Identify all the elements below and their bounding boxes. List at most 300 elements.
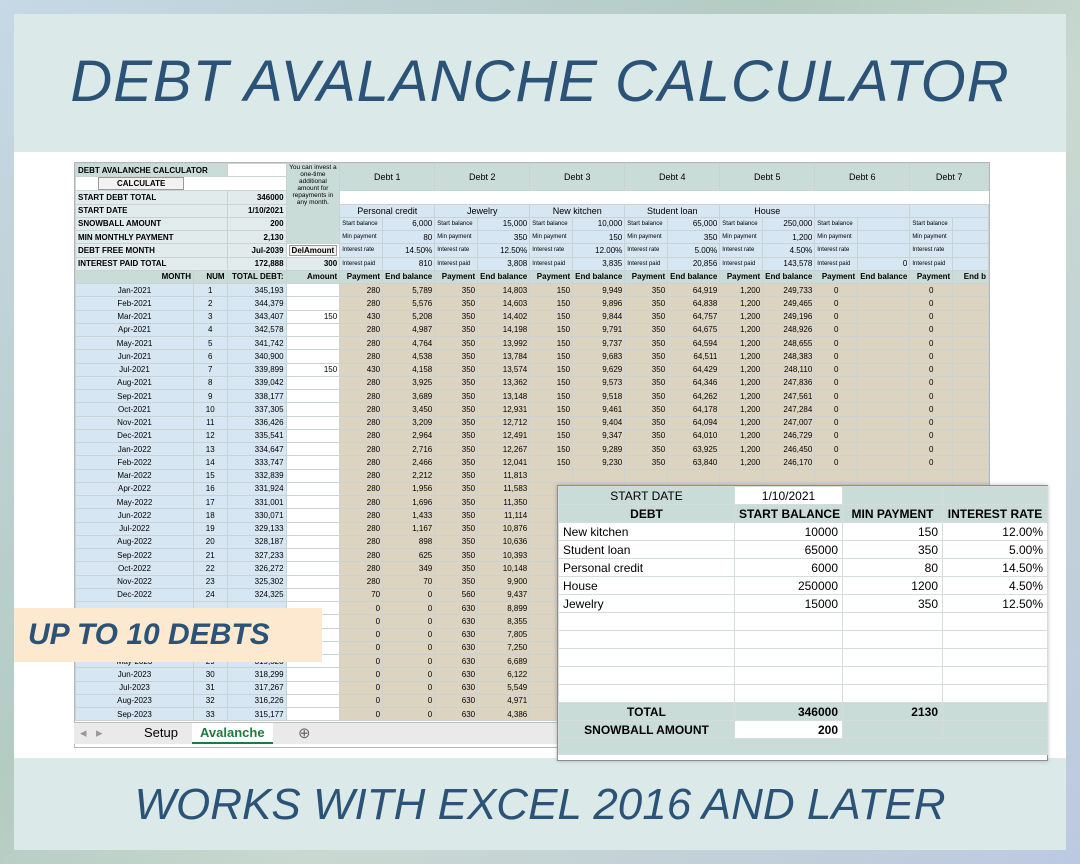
debt-min[interactable]: 80: [383, 231, 435, 244]
month-cell: Aug-2023: [76, 694, 194, 707]
debt-min[interactable]: 150: [573, 231, 625, 244]
debt-start[interactable]: [953, 217, 989, 230]
balance-cell: 13,362: [478, 376, 530, 389]
balance-cell: 350: [435, 509, 478, 522]
balance-cell: 0: [815, 323, 858, 336]
overlay-value[interactable]: [843, 649, 943, 667]
small-label: Min payment: [625, 231, 668, 244]
debt-min[interactable]: 1,200: [763, 231, 815, 244]
balance-cell: 150: [530, 297, 573, 310]
debt-start[interactable]: 250,000: [763, 217, 815, 230]
small-label: Start balance: [625, 217, 668, 230]
balance-cell: 630: [435, 655, 478, 668]
amount-cell[interactable]: [286, 390, 340, 403]
amount-cell[interactable]: [286, 708, 340, 721]
overlay-value[interactable]: [735, 613, 843, 631]
balance-cell: 4,386: [478, 708, 530, 721]
debt-rate[interactable]: 4.50%: [763, 244, 815, 257]
debt-label: Personal credit: [340, 204, 435, 217]
summary-value[interactable]: 2,130: [227, 231, 286, 244]
balance-cell: 350: [625, 429, 668, 442]
overlay-debt-name[interactable]: [559, 631, 735, 649]
debt-interest[interactable]: 143,578: [763, 257, 815, 270]
small-label: Start balance: [530, 217, 573, 230]
overlay-value[interactable]: 5.00%: [943, 541, 1048, 559]
balance-cell: 249,196: [763, 310, 815, 323]
overlay-value[interactable]: [943, 685, 1048, 703]
total-debt-cell: 333,747: [227, 456, 286, 469]
balance-cell: [953, 403, 989, 416]
overlay-value[interactable]: 4.50%: [943, 577, 1048, 595]
balance-cell: [858, 429, 910, 442]
debt-start[interactable]: 65,000: [668, 217, 720, 230]
total-debt-cell: 332,839: [227, 469, 286, 482]
overlay-debt-name[interactable]: Personal credit: [559, 559, 735, 577]
balance-cell: 1,167: [383, 522, 435, 535]
balance-cell: 64,594: [668, 337, 720, 350]
amount-cell[interactable]: [286, 443, 340, 456]
overlay-value[interactable]: [943, 649, 1048, 667]
balance-cell: 350: [435, 350, 478, 363]
overlay-debt-name[interactable]: House: [559, 577, 735, 595]
amount-cell[interactable]: 150: [286, 363, 340, 376]
tab-avalanche[interactable]: Avalanche: [192, 723, 273, 744]
overlay-debt-name[interactable]: New kitchen: [559, 523, 735, 541]
small-label: Interest paid: [435, 257, 478, 270]
overlay-value[interactable]: 6000: [735, 559, 843, 577]
amount-cell[interactable]: [286, 284, 340, 297]
debt-interest[interactable]: 0: [858, 257, 910, 270]
balance-cell: 0: [910, 363, 953, 376]
debt-min[interactable]: [953, 231, 989, 244]
total-debt-cell: 325,302: [227, 575, 286, 588]
balance-cell: 280: [340, 549, 383, 562]
calculate-button[interactable]: CALCULATE: [98, 177, 184, 190]
balance-cell: [953, 429, 989, 442]
amount-cell[interactable]: [286, 297, 340, 310]
amount-cell[interactable]: [286, 456, 340, 469]
num-cell: 19: [193, 522, 227, 535]
col-month: MONTH: [76, 270, 194, 283]
tab-scroll-right-icon[interactable]: ▸: [96, 725, 103, 740]
balance-cell: 10,876: [478, 522, 530, 535]
month-cell: Sep-2022: [76, 549, 194, 562]
debt-start[interactable]: 6,000: [383, 217, 435, 230]
overlay-value[interactable]: [843, 667, 943, 685]
balance-cell: 280: [340, 284, 383, 297]
balance-cell: 630: [435, 668, 478, 681]
balance-cell: 350: [625, 456, 668, 469]
balance-cell: 9,949: [573, 284, 625, 297]
balance-cell: 14,603: [478, 297, 530, 310]
balance-cell: 11,583: [478, 482, 530, 495]
balance-cell: 3,209: [383, 416, 435, 429]
debt-rate[interactable]: [953, 244, 989, 257]
debt-min[interactable]: 350: [668, 231, 720, 244]
summary-value[interactable]: 346000: [227, 191, 286, 204]
balance-cell: 0: [815, 376, 858, 389]
balance-cell: 3,689: [383, 390, 435, 403]
amount-cell[interactable]: [286, 535, 340, 548]
balance-cell: 0: [383, 628, 435, 641]
overlay-debt-name[interactable]: [559, 649, 735, 667]
setup-overlay: [557, 485, 1048, 761]
balance-cell: [858, 350, 910, 363]
debt-label: Jewelry: [435, 204, 530, 217]
summary-value[interactable]: 200: [227, 217, 286, 230]
balance-cell: 0: [340, 694, 383, 707]
balance-cell: [953, 469, 989, 482]
balance-cell: 64,346: [668, 376, 720, 389]
overlay-value[interactable]: [735, 649, 843, 667]
amount-cell[interactable]: [286, 482, 340, 495]
balance-cell: 630: [435, 602, 478, 615]
debt-name: Debt 5: [720, 164, 815, 191]
debt-rate[interactable]: 14.50%: [383, 244, 435, 257]
balance-cell: 2,466: [383, 456, 435, 469]
debt-label: Student loan: [625, 204, 720, 217]
num-cell: 22: [193, 562, 227, 575]
balance-cell: 10,393: [478, 549, 530, 562]
month-cell: Oct-2021: [76, 403, 194, 416]
total-balance: 346000: [735, 703, 843, 721]
balance-cell: 0: [340, 641, 383, 654]
balance-cell: 150: [530, 390, 573, 403]
overlay-value[interactable]: [735, 685, 843, 703]
amount-cell[interactable]: 150: [286, 310, 340, 323]
balance-cell: [720, 469, 763, 482]
debt-min[interactable]: 350: [478, 231, 530, 244]
overlay-value[interactable]: 14.50%: [943, 559, 1048, 577]
summary-value[interactable]: 172,888: [227, 257, 286, 270]
balance-cell: 280: [340, 443, 383, 456]
balance-cell: [763, 469, 815, 482]
balance-cell: [858, 337, 910, 350]
num-cell: 16: [193, 482, 227, 495]
balance-cell: 150: [530, 337, 573, 350]
balance-cell: 280: [340, 323, 383, 336]
amount-cell[interactable]: [286, 323, 340, 336]
balance-cell: 249,465: [763, 297, 815, 310]
overlay-debt-name[interactable]: Jewelry: [559, 595, 735, 613]
debt-name: Debt 6: [815, 164, 910, 191]
overlay-value[interactable]: [843, 613, 943, 631]
balance-cell: 0: [815, 403, 858, 416]
amount-cell[interactable]: [286, 337, 340, 350]
balance-cell: 1,200: [720, 297, 763, 310]
balance-cell: 248,383: [763, 350, 815, 363]
small-label: Min payment: [910, 231, 953, 244]
balance-cell: 248,926: [763, 323, 815, 336]
debt-start[interactable]: 15,000: [478, 217, 530, 230]
balance-cell: 350: [435, 403, 478, 416]
amount-cell[interactable]: [286, 429, 340, 442]
amount-cell[interactable]: [286, 681, 340, 694]
debt-min[interactable]: [858, 231, 910, 244]
balance-cell: 9,437: [478, 588, 530, 601]
balance-cell: 0: [340, 628, 383, 641]
blank-cell: [227, 164, 286, 177]
tab-setup[interactable]: Setup: [144, 725, 178, 740]
small-label: Interest paid: [625, 257, 668, 270]
balance-cell: 10,148: [478, 562, 530, 575]
balance-cell: 150: [530, 350, 573, 363]
debt-name: Debt 1: [340, 164, 435, 191]
balance-cell: 64,262: [668, 390, 720, 403]
overlay-value[interactable]: [735, 667, 843, 685]
overlay-value[interactable]: 80: [843, 559, 943, 577]
num-cell: 12: [193, 429, 227, 442]
balance-cell: 10,636: [478, 535, 530, 548]
tab-scroll-left-icon[interactable]: ◂: [80, 725, 87, 740]
summary-value[interactable]: 1/10/2021: [227, 204, 286, 217]
amount-cell[interactable]: [286, 376, 340, 389]
balance-cell: [953, 350, 989, 363]
add-sheet-icon[interactable]: ⊕: [298, 725, 311, 742]
num-cell: 4: [193, 323, 227, 336]
col-payment: Payment: [910, 270, 953, 283]
overlay-value[interactable]: 12.00%: [943, 523, 1048, 541]
balance-cell: 350: [625, 323, 668, 336]
balance-cell: 350: [435, 284, 478, 297]
balance-cell: 350: [435, 549, 478, 562]
balance-cell: 350: [625, 390, 668, 403]
balance-cell: 0: [910, 403, 953, 416]
balance-cell: [573, 469, 625, 482]
debt-interest[interactable]: [953, 257, 989, 270]
balance-cell: 630: [435, 615, 478, 628]
overlay-value[interactable]: [735, 631, 843, 649]
balance-cell: 64,429: [668, 363, 720, 376]
balance-cell: 4,971: [478, 694, 530, 707]
overlay-value[interactable]: 250000: [735, 577, 843, 595]
amount-cell[interactable]: [286, 469, 340, 482]
overlay-header: INTEREST RATE: [943, 505, 1048, 523]
amount-cell[interactable]: [286, 588, 340, 601]
small-label: Min payment: [435, 231, 478, 244]
small-label: Min payment: [720, 231, 763, 244]
balance-cell: 350: [435, 456, 478, 469]
overlay-value[interactable]: 12.50%: [943, 595, 1048, 613]
debt-start[interactable]: [858, 217, 910, 230]
debt-interest[interactable]: 810: [383, 257, 435, 270]
balance-cell: 0: [815, 443, 858, 456]
overlay-value[interactable]: [943, 667, 1048, 685]
balance-cell: 0: [383, 694, 435, 707]
balance-cell: 280: [340, 429, 383, 442]
balance-cell: 70: [340, 588, 383, 601]
balance-cell: 1,200: [720, 350, 763, 363]
balance-cell: [858, 297, 910, 310]
balance-cell: [530, 469, 573, 482]
balance-cell: 9,347: [573, 429, 625, 442]
balance-cell: 280: [340, 390, 383, 403]
total-debt-cell: 342,578: [227, 323, 286, 336]
balance-cell: 70: [383, 575, 435, 588]
balance-cell: 3,925: [383, 376, 435, 389]
small-label: Interest rate: [910, 244, 953, 257]
small-label: Start balance: [815, 217, 858, 230]
balance-cell: 0: [383, 615, 435, 628]
balance-cell: 9,230: [573, 456, 625, 469]
amount-cell[interactable]: [286, 562, 340, 575]
month-cell: Feb-2022: [76, 456, 194, 469]
col-end-balance: End balance: [478, 270, 530, 283]
overlay-header: MIN PAYMENT: [843, 505, 943, 523]
balance-cell: 2,716: [383, 443, 435, 456]
col-num: NUM: [193, 270, 227, 283]
balance-cell: 63,840: [668, 456, 720, 469]
total-debt-cell: 345,193: [227, 284, 286, 297]
amount-cell[interactable]: [286, 416, 340, 429]
col-payment: Payment: [530, 270, 573, 283]
summary-value[interactable]: Jul-2039: [227, 244, 286, 257]
amount-cell[interactable]: [286, 694, 340, 707]
summary-label: INTEREST PAID TOTAL: [76, 257, 228, 270]
debt-interest[interactable]: 3,808: [478, 257, 530, 270]
balance-cell: 630: [435, 641, 478, 654]
col-end-balance: End b: [953, 270, 989, 283]
total-debt-cell: 334,647: [227, 443, 286, 456]
summary-label: MIN MONTHLY PAYMENT: [76, 231, 228, 244]
balance-cell: 1,200: [720, 284, 763, 297]
balance-cell: 150: [530, 416, 573, 429]
overlay-value[interactable]: [943, 631, 1048, 649]
balance-cell: 0: [383, 681, 435, 694]
overlay-debt-row: [559, 613, 1048, 631]
amount-cell[interactable]: [286, 509, 340, 522]
balance-cell: 247,561: [763, 390, 815, 403]
debt-interest[interactable]: 20,856: [668, 257, 720, 270]
balance-cell: 13,574: [478, 363, 530, 376]
balance-cell: 248,655: [763, 337, 815, 350]
start-date-label: START DATE: [559, 487, 735, 505]
balance-cell: 7,250: [478, 641, 530, 654]
total-debt-cell: 335,541: [227, 429, 286, 442]
debt-rate[interactable]: [858, 244, 910, 257]
balance-cell: 350: [625, 363, 668, 376]
overlay-value[interactable]: [843, 685, 943, 703]
overlay-debt-name[interactable]: Student loan: [559, 541, 735, 559]
num-cell: 23: [193, 575, 227, 588]
amount-cell[interactable]: [286, 496, 340, 509]
balance-cell: 4,764: [383, 337, 435, 350]
balance-cell: 0: [815, 310, 858, 323]
summary-label: START DATE: [76, 204, 228, 217]
balance-cell: [953, 284, 989, 297]
balance-cell: [815, 469, 858, 482]
month-cell: Jan-2022: [76, 443, 194, 456]
debt-rate[interactable]: 12.00%: [573, 244, 625, 257]
amount-cell[interactable]: [286, 549, 340, 562]
balance-cell: 350: [625, 443, 668, 456]
overlay-debt-row: [559, 649, 1048, 667]
amount-cell[interactable]: [286, 668, 340, 681]
balance-cell: 0: [815, 350, 858, 363]
col-payment: Payment: [625, 270, 668, 283]
balance-cell: 280: [340, 376, 383, 389]
debt-rate[interactable]: 12.50%: [478, 244, 530, 257]
balance-cell: 630: [435, 694, 478, 707]
amount-cell[interactable]: [286, 522, 340, 535]
small-label: Interest rate: [340, 244, 383, 257]
interest-extra: 300: [286, 257, 340, 270]
snowball-value[interactable]: 200: [735, 721, 843, 739]
total-min-payment: 2130: [843, 703, 943, 721]
overlay-value[interactable]: [943, 613, 1048, 631]
balance-cell: 350: [625, 297, 668, 310]
overlay-value[interactable]: 350: [843, 541, 943, 559]
debt-rate[interactable]: 5.00%: [668, 244, 720, 257]
balance-cell: 350: [625, 284, 668, 297]
overlay-value[interactable]: [843, 631, 943, 649]
overlay-debt-name[interactable]: [559, 685, 735, 703]
overlay-debt-name[interactable]: [559, 667, 735, 685]
overlay-value[interactable]: 150: [843, 523, 943, 541]
balance-cell: 7,805: [478, 628, 530, 641]
del-amount-button[interactable]: DelAmount: [289, 245, 338, 256]
overlay-debt-row: [559, 595, 1048, 613]
num-cell: 3: [193, 310, 227, 323]
balance-cell: 247,836: [763, 376, 815, 389]
start-date-value[interactable]: 1/10/2021: [735, 487, 843, 505]
balance-cell: 248,110: [763, 363, 815, 376]
balance-cell: 9,896: [573, 297, 625, 310]
balance-cell: 4,987: [383, 323, 435, 336]
month-cell: Oct-2022: [76, 562, 194, 575]
small-label: Start balance: [720, 217, 763, 230]
overlay-value[interactable]: 350: [843, 595, 943, 613]
balance-cell: 350: [625, 337, 668, 350]
balance-cell: 1,200: [720, 456, 763, 469]
balance-cell: 350: [435, 575, 478, 588]
balance-cell: 246,729: [763, 429, 815, 442]
amount-cell[interactable]: [286, 350, 340, 363]
overlay-value[interactable]: 10000: [735, 523, 843, 541]
balance-cell: 898: [383, 535, 435, 548]
num-cell: 11: [193, 416, 227, 429]
overlay-debt-row: [559, 541, 1048, 559]
balance-cell: 6,689: [478, 655, 530, 668]
total-debt-cell: 337,305: [227, 403, 286, 416]
overlay-value[interactable]: 1200: [843, 577, 943, 595]
num-cell: 33: [193, 708, 227, 721]
debt-start[interactable]: 10,000: [573, 217, 625, 230]
col-total: TOTAL DEBT:: [227, 270, 286, 283]
balance-cell: [858, 376, 910, 389]
balance-cell: 9,404: [573, 416, 625, 429]
overlay-debt-name[interactable]: [559, 613, 735, 631]
balance-cell: 11,813: [478, 469, 530, 482]
debt-interest[interactable]: 3,835: [573, 257, 625, 270]
balance-cell: 1,200: [720, 403, 763, 416]
balance-cell: 2,964: [383, 429, 435, 442]
balance-cell: 0: [815, 390, 858, 403]
amount-cell[interactable]: [286, 575, 340, 588]
balance-cell: 1,200: [720, 429, 763, 442]
balance-cell: 1,696: [383, 496, 435, 509]
overlay-value[interactable]: 65000: [735, 541, 843, 559]
small-label: Min payment: [340, 231, 383, 244]
balance-cell: 350: [625, 376, 668, 389]
balance-cell: 249,733: [763, 284, 815, 297]
overlay-value[interactable]: 15000: [735, 595, 843, 613]
small-label: Min payment: [530, 231, 573, 244]
amount-cell[interactable]: [286, 403, 340, 416]
balance-cell: 5,549: [478, 681, 530, 694]
small-label: Min payment: [815, 231, 858, 244]
balance-cell: 350: [435, 323, 478, 336]
